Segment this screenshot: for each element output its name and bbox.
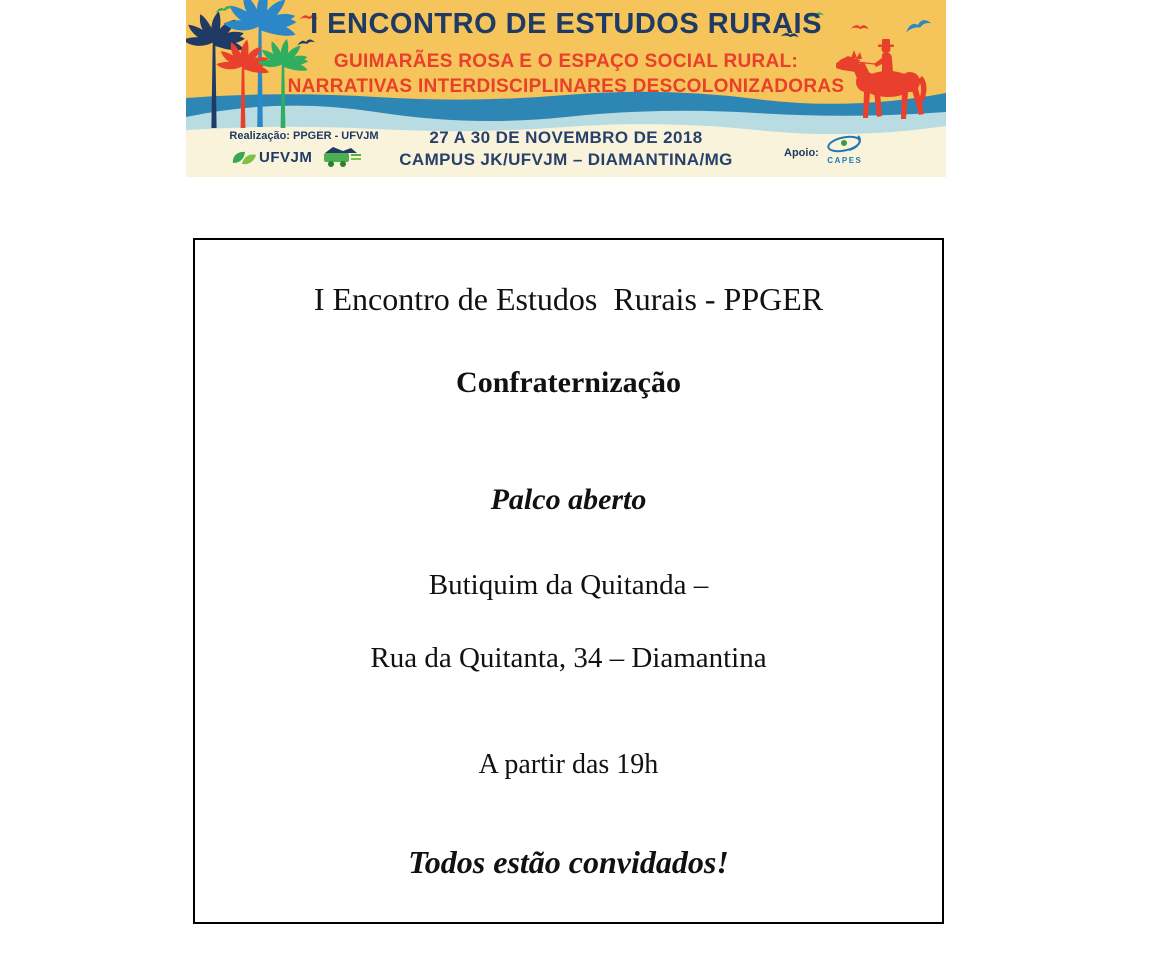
ufvjm-wordmark: UFVJM	[259, 148, 313, 166]
event-banner	[186, 0, 946, 177]
invitation-stage: Palco aberto	[490, 483, 647, 516]
invitation-box	[193, 238, 944, 924]
rural-program-logo-icon	[322, 145, 362, 169]
ufvjm-logo-icon	[232, 150, 256, 165]
banner-location: CAMPUS JK/UFVJM – DIAMANTINA/MG	[399, 150, 733, 169]
capes-wordmark: CAPES	[827, 156, 863, 165]
banner-title: I ENCONTRO DE ESTUDOS RURAIS	[310, 8, 822, 40]
capes-logo-icon	[825, 133, 865, 155]
banner-subtitle-line1: GUIMARÃES ROSA E O ESPAÇO SOCIAL RURAL:	[333, 51, 799, 72]
support-label: Apoio:	[784, 147, 819, 159]
banner-dates: 27 A 30 DE NOVEMBRO DE 2018	[429, 128, 703, 147]
support-block	[784, 133, 865, 165]
banner-subtitle-line2: NARRATIVAS INTERDISCIPLINARES DESCOLONIZADORAS	[287, 76, 845, 97]
invitation-event: Confraternização	[456, 366, 681, 399]
organizer-logos	[232, 145, 362, 169]
invitation-time: A partir das 19h	[478, 749, 659, 780]
invitation-venue: Butiquim da Quitanda –	[428, 569, 709, 601]
invitation-address: Rua da Quitanta, 34 – Diamantina	[370, 642, 767, 674]
realization-label: Realização: PPGER - UFVJM	[229, 130, 379, 142]
invitation-closing: Todos estão convidados!	[408, 844, 729, 880]
invitation-title: I Encontro de Estudos Rurais - PPGER	[313, 281, 824, 317]
